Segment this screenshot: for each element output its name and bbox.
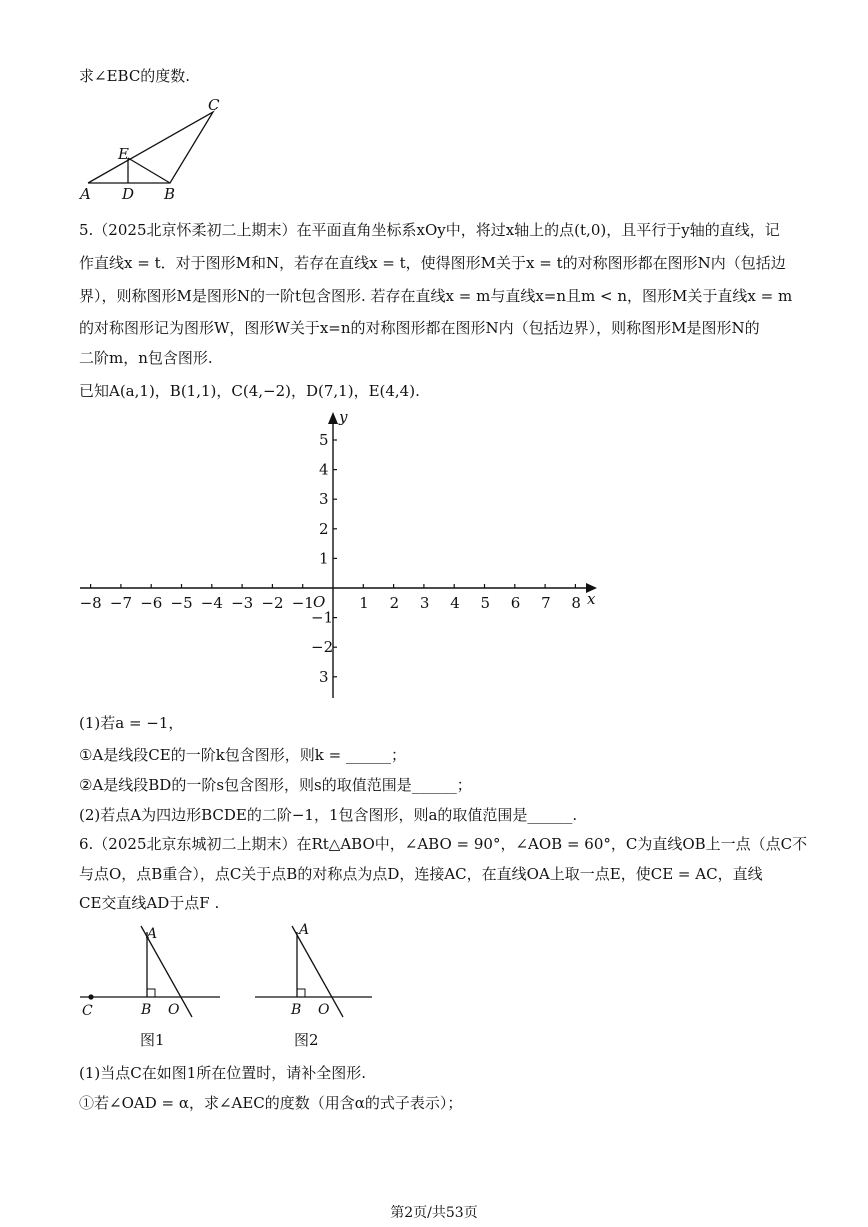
problem5-q2: (2)若点A为四边形BCDE的二阶−1，1包含图形，则a的取值范围是______. <box>79 806 578 824</box>
x-tick-label: −1 <box>291 594 314 612</box>
problem6-line3: CE交直线AD于点F . <box>79 894 220 912</box>
coordinate-axes <box>70 400 610 710</box>
x-tick-label: 8 <box>571 594 581 612</box>
x-tick-label: −4 <box>200 594 223 612</box>
problem6-q1: (1)当点C在如图1所在位置时，请补全图形. <box>79 1064 367 1082</box>
page-footer: 第2页/共53页 <box>390 1205 478 1221</box>
x-tick-label: −8 <box>79 594 102 612</box>
x-tick-label: 1 <box>359 594 369 612</box>
x-tick-label: −3 <box>231 594 254 612</box>
y-tick-label: 3 <box>319 667 329 686</box>
label-B: B <box>164 185 176 203</box>
y-axis-label: y <box>339 408 348 426</box>
problem5-known: 已知A(a,1)，B(1,1)，C(4,−2)，D(7,1)，E(4,4). <box>79 382 420 400</box>
fig2-caption: 图2 <box>294 1031 319 1049</box>
figure-2 <box>250 920 380 1050</box>
x-tick-label: 5 <box>480 594 491 612</box>
label-A: A <box>80 185 91 203</box>
figure-1 <box>75 920 235 1050</box>
y-tick-label: 1 <box>319 549 329 568</box>
x-tick-label: −6 <box>140 594 163 612</box>
origin-label: O <box>313 593 326 611</box>
y-tick-label: 2 <box>319 519 329 538</box>
problem4-tail: 求∠EBC的度数. <box>79 67 191 85</box>
fig1-caption: 图1 <box>140 1031 165 1049</box>
fig2-label-O: O <box>318 1002 330 1018</box>
fig1-label-A: A <box>147 926 158 942</box>
fig1-label-O: O <box>168 1002 180 1018</box>
problem5-line5: 二阶m，n包含图形. <box>79 349 213 367</box>
label-D: D <box>122 185 135 203</box>
x-tick-label: −7 <box>109 594 133 612</box>
label-C: C <box>208 96 220 114</box>
x-tick-label: 7 <box>541 594 551 612</box>
x-axis-label: x <box>587 590 596 608</box>
problem6-line2: 与点O，点B重合），点C关于点B的对称点为点D，连接AC，在直线OA上取一点E，使CE = AC，直线 <box>79 865 763 883</box>
fig1-label-B: B <box>141 1002 152 1018</box>
y-tick-label: 4 <box>319 460 329 479</box>
y-tick-label: −2 <box>311 638 334 657</box>
problem5-line2: 作直线x = t．对于图形M和N，若存在直线x = t，使得图形M关于x = t的对称图形都在图形N内（包括边 <box>79 254 786 272</box>
problem5-q1: (1)若a = −1， <box>79 714 184 732</box>
problem5-q1b: ②A是线段BD的一阶s包含图形，则s的取值范围是______； <box>79 776 472 794</box>
problem5-line3: 界），则称图形M是图形N的一阶t包含图形. 若存在直线x = m与直线x=n且m < n，图形M关于直线x = m <box>79 287 793 305</box>
label-E: E <box>118 145 129 163</box>
problem5-q1a: ①A是线段CE的一阶k包含图形，则k = ______； <box>79 746 406 764</box>
x-tick-label: 2 <box>389 594 400 612</box>
y-tick-label: −1 <box>311 608 334 627</box>
point-C <box>88 994 93 999</box>
x-tick-label: −5 <box>170 594 193 612</box>
problem6-q1a: ①若∠OAD = α，求∠AEC的度数（用含α的式子表示）； <box>79 1094 463 1112</box>
problem5-line1: 5.（2025北京怀柔初二上期末）在平面直角坐标系xOy中，将过x轴上的点(t,0)，且平行于y轴的直线，记 <box>79 221 780 239</box>
x-tick-label: 3 <box>419 594 430 612</box>
x-tick-label: 6 <box>510 594 521 612</box>
x-tick-label: 4 <box>450 594 460 612</box>
problem5-line4: 的对称图形记为图形W，图形W关于x=n的对称图形都在图形N内（包括边界），则称图形M是图形N的 <box>79 319 760 337</box>
y-axis-arrow <box>328 412 338 424</box>
problem6-line1: 6.（2025北京东城初二上期末）在Rt△ABO中，∠ABO = 90°，∠AOB = 60°，C为直线OB上一点（点C不 <box>79 835 808 853</box>
fig2-label-A: A <box>299 922 310 938</box>
x-tick-label: −2 <box>261 594 284 612</box>
y-tick-label: 5 <box>319 431 329 449</box>
y-tick-label: 3 <box>319 490 329 509</box>
triangle-figure <box>75 95 235 205</box>
fig1-label-C: C <box>82 1003 93 1019</box>
fig2-label-B: B <box>291 1002 302 1018</box>
